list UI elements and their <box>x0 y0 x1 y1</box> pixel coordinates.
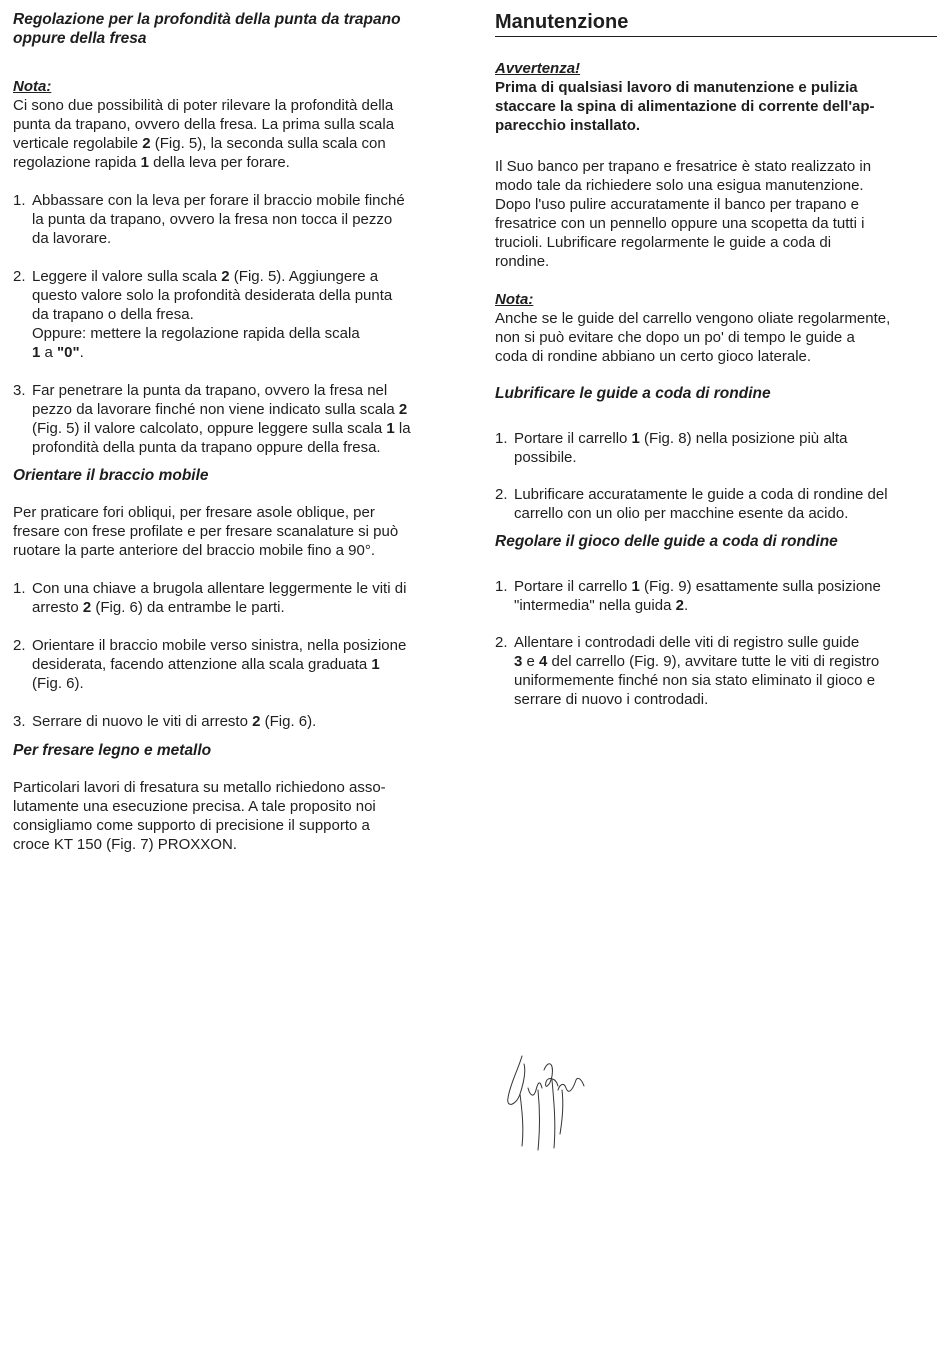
text-line: da trapano o della fresa. <box>32 306 194 323</box>
text-line: Orientare il braccio mobile verso sinistra, nella posizione <box>32 637 407 654</box>
handwritten-signature <box>500 1050 590 1155</box>
text-line: Far penetrare la punta da trapano, ovvero la fresa nel <box>32 382 388 399</box>
list-number: 1. <box>495 430 508 447</box>
text-line: pezzo da lavorare finché non viene indicato sulla scala 2 <box>32 401 408 418</box>
text-line: (Fig. 5) il valore calcolato, oppure leggere sulla scala 1 la <box>32 420 411 437</box>
text-line: trucioli. Lubrificare regolarmente le guide a coda di <box>495 234 832 251</box>
list-number: 2. <box>13 637 26 654</box>
section-heading-adjust: Regolare il gioco delle guide a coda di rondine <box>495 533 838 550</box>
text-line: la punta da trapano, ovvero la fresa non tocca il pezzo <box>32 211 393 228</box>
text-line: Leggere il valore sulla scala 2 (Fig. 5). Aggiungere a <box>32 268 379 285</box>
text-line: 3 e 4 del carrello (Fig. 9), avvitare tutte le viti di registro <box>514 653 880 670</box>
text-line: desiderata, facendo attenzione alla scala graduata 1 <box>32 656 380 673</box>
section-heading-milling: Per fresare legno e metallo <box>13 742 212 759</box>
text-line: rondine. <box>495 253 550 270</box>
text-line: Con una chiave a brugola allentare leggermente le viti di <box>32 580 407 597</box>
list-item <box>495 577 937 615</box>
list-number: 2. <box>13 268 26 285</box>
nota-label: Nota: <box>495 291 534 308</box>
adjust-steps-list <box>495 577 937 709</box>
list-number: 1. <box>13 192 26 209</box>
page-title: Manutenzione <box>495 10 937 37</box>
milling-paragraph <box>13 778 458 854</box>
text-line: Serrare di nuovo le viti di arresto 2 (Fig. 6). <box>32 713 317 730</box>
text-line: ruotare la parte anteriore del braccio mobile fino a 90°. <box>13 542 376 559</box>
text-line: modo tale da richiedere solo una esigua manutenzione. <box>495 177 864 194</box>
warning-label: Avvertenza! <box>495 60 581 77</box>
list-item <box>13 267 458 362</box>
text-line: fresatrice con un pennello oppure una scopetta da tutti i <box>495 215 865 232</box>
list-number: 1. <box>13 580 26 597</box>
list-item <box>13 579 458 617</box>
text-line: Particolari lavori di fresatura su metallo richiedono asso- <box>13 779 386 796</box>
text-line: (Fig. 6). <box>32 675 84 692</box>
text-line: Ci sono due possibilità di poter rilevare la profondità della <box>13 97 394 114</box>
text-line: coda di rondine abbiano un certo gioco laterale. <box>495 348 812 365</box>
text-line: regolazione rapida 1 della leva per forare. <box>13 154 290 171</box>
text-line: Abbassare con la leva per forare il braccio mobile finché <box>32 192 405 209</box>
text-line: croce KT 150 (Fig. 7) PROXXON. <box>13 836 237 853</box>
text-line: Oppure: mettere la regolazione rapida della scala <box>32 325 360 342</box>
text-line: consigliamo come supporto di precisione il supporto a <box>13 817 370 834</box>
warning-text <box>495 78 937 135</box>
text-line: staccare la spina di alimentazione di corrente dell'ap- <box>495 98 875 115</box>
orient-paragraph <box>13 503 458 560</box>
list-item <box>495 429 937 467</box>
list-item <box>495 633 937 709</box>
section-heading-orient: Orientare il braccio mobile <box>13 467 209 484</box>
text-line: Portare il carrello 1 (Fig. 8) nella posizione più alta <box>514 430 848 447</box>
text-line: verticale regolabile 2 (Fig. 5), la seconda sulla scala con <box>13 135 386 152</box>
list-number: 3. <box>13 713 26 730</box>
maintenance-paragraph <box>495 157 937 271</box>
nota-paragraph <box>13 96 458 172</box>
list-item <box>13 191 458 248</box>
text-line: Prima di qualsiasi lavoro di manutenzione e pulizia <box>495 79 858 96</box>
depth-steps-list <box>13 191 458 457</box>
text-line: serrare di nuovo i controdadi. <box>514 691 709 708</box>
text-line: parecchio installato. <box>495 117 641 134</box>
lubricate-steps-list <box>495 429 937 523</box>
text-line: Dopo l'uso pulire accuratamente il banco per trapano e <box>495 196 859 213</box>
text-line: Il Suo banco per trapano e fresatrice è stato realizzato in <box>495 158 872 175</box>
text-line: questo valore solo la profondità desiderata della punta <box>32 287 393 304</box>
text-line: possibile. <box>514 449 577 466</box>
list-item <box>13 712 458 731</box>
text-line: uniformemente finché non sia stato eliminato il gioco e <box>514 672 876 689</box>
text-line: non si può evitare che dopo un po' di tempo le guide a <box>495 329 855 346</box>
text-line: Lubrificare accuratamente le guide a coda di rondine del <box>514 486 888 503</box>
text-line: profondità della punta da trapano oppure della fresa. <box>32 439 381 456</box>
text-line: carrello con un olio per macchine esente da acido. <box>514 505 849 522</box>
list-item <box>13 381 458 457</box>
heading-line: Regolazione per la profondità della punta da trapano <box>13 11 401 28</box>
nota-paragraph <box>495 309 937 366</box>
text-line: Anche se le guide del carrello vengono oliate regolarmente, <box>495 310 891 327</box>
section-heading-lubricate: Lubrificare le guide a coda di rondine <box>495 385 771 402</box>
list-item <box>495 485 937 523</box>
text-line: Per praticare fori obliqui, per fresare asole oblique, per <box>13 504 375 521</box>
text-line: fresare con frese profilate e per fresare scanalature si può <box>13 523 399 540</box>
text-line: 1 a "0". <box>32 344 84 361</box>
text-line: lutamente una esecuzione precisa. A tale proposito noi <box>13 798 376 815</box>
text-line: Allentare i controdadi delle viti di registro sulle guide <box>514 634 860 651</box>
text-line: Portare il carrello 1 (Fig. 9) esattamente sulla posizione <box>514 578 881 595</box>
text-line: arresto 2 (Fig. 6) da entrambe le parti. <box>32 599 285 616</box>
heading-line: oppure della fresa <box>13 30 147 47</box>
list-number: 3. <box>13 382 26 399</box>
list-number: 2. <box>495 634 508 651</box>
nota-label: Nota: <box>13 78 52 95</box>
list-number: 2. <box>495 486 508 503</box>
orient-steps-list <box>13 579 458 731</box>
left-column <box>13 10 458 854</box>
right-column <box>495 10 937 709</box>
text-line: "intermedia" nella guida 2. <box>514 597 689 614</box>
text-line: punta da trapano, ovvero della fresa. La prima sulla scala <box>13 116 395 133</box>
section-heading-depth <box>13 10 458 48</box>
text-line: da lavorare. <box>32 230 112 247</box>
list-item <box>13 636 458 693</box>
list-number: 1. <box>495 578 508 595</box>
